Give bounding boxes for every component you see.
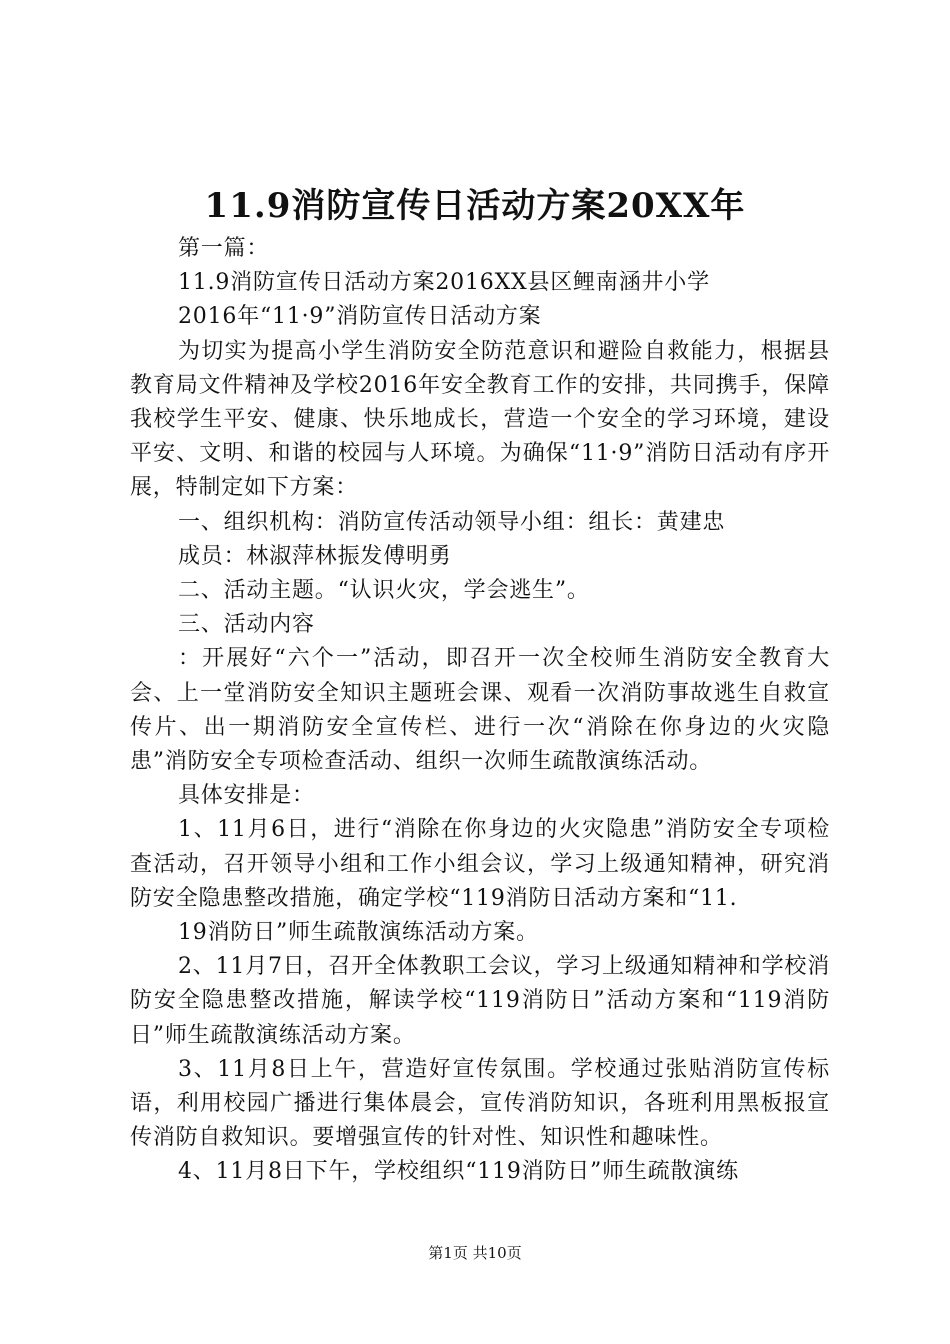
paragraph: 3、11月8日上午，营造好宣传氛围。学校通过张贴消防宣传标语，利用校园广播进行集体晨会，宣传消防知识，各班利用黑板报宣传消防自救知识。要增强宣传的针对性、知识性和趣味性。 [130,1056,830,1151]
paragraph: ：开展好“六个一”活动，即召开一次全校师生消防安全教育大会、上一堂消防安全知识主题班会课、观看一次消防事故逃生自救宣传片、出一期消防安全宣传栏、进行一次“消除在你身边的火灾隐患”消防安全专项检查活动、组织一次师生疏散演练活动。 [130,646,830,775]
paragraph: 第一篇： [178,236,270,261]
paragraph: 2、11月7日，召开全体教职工会议，学习上级通知精神和学校消防安全隐患整改措施，解读学校“119消防日”活动方案和“119消防日”师生疏散演练活动方案。 [130,954,830,1048]
paragraph: 1、11月6日，进行“消除在你身边的火灾隐患”消防安全专项检查活动，召开领导小组和工作小组会议，学习上级通知精神，研究消防安全隐患整改措施，确定学校“119消防日活动方案和“11. [130,817,830,911]
paragraph: 19消防日”师生疏散演练活动方案。 [178,920,539,946]
document-title: 11.9消防宣传日活动方案20XX年 [204,186,746,226]
paragraph: 三、活动内容 [178,612,315,638]
paragraph: 11.9消防宣传日活动方案2016XX县区鲤南涵井小学 [178,270,710,296]
paragraph: 2016年“11·9”消防宣传日活动方案 [178,304,542,330]
paragraph: 具体安排是： [178,783,315,809]
paragraph: 为切实为提高小学生消防安全防范意识和避险自救能力，根据县教育局文件精神及学校2016年安全教育工作的安排，共同携手，保障我校学生平安、健康、快乐地成长，营造一个安全的学习环境，建设平安、文明、和谐的校园与人环境。为确保“11·9”消防日活动有序开展，特制定如下方案： [130,338,830,501]
page-footer: 第1页 共10页 [428,1244,522,1262]
document-body [130,232,830,1190]
paragraph: 4、11月8日下午，学校组织“119消防日”师生疏散演练 [178,1159,739,1185]
paragraph: 一、组织机构：消防宣传活动领导小组：组长：黄建忠 [178,509,726,535]
paragraph: 成员：林淑萍林振发傅明勇 [178,543,452,569]
paragraph: 二、活动主题。“认识火灾，学会逃生”。 [178,578,590,604]
